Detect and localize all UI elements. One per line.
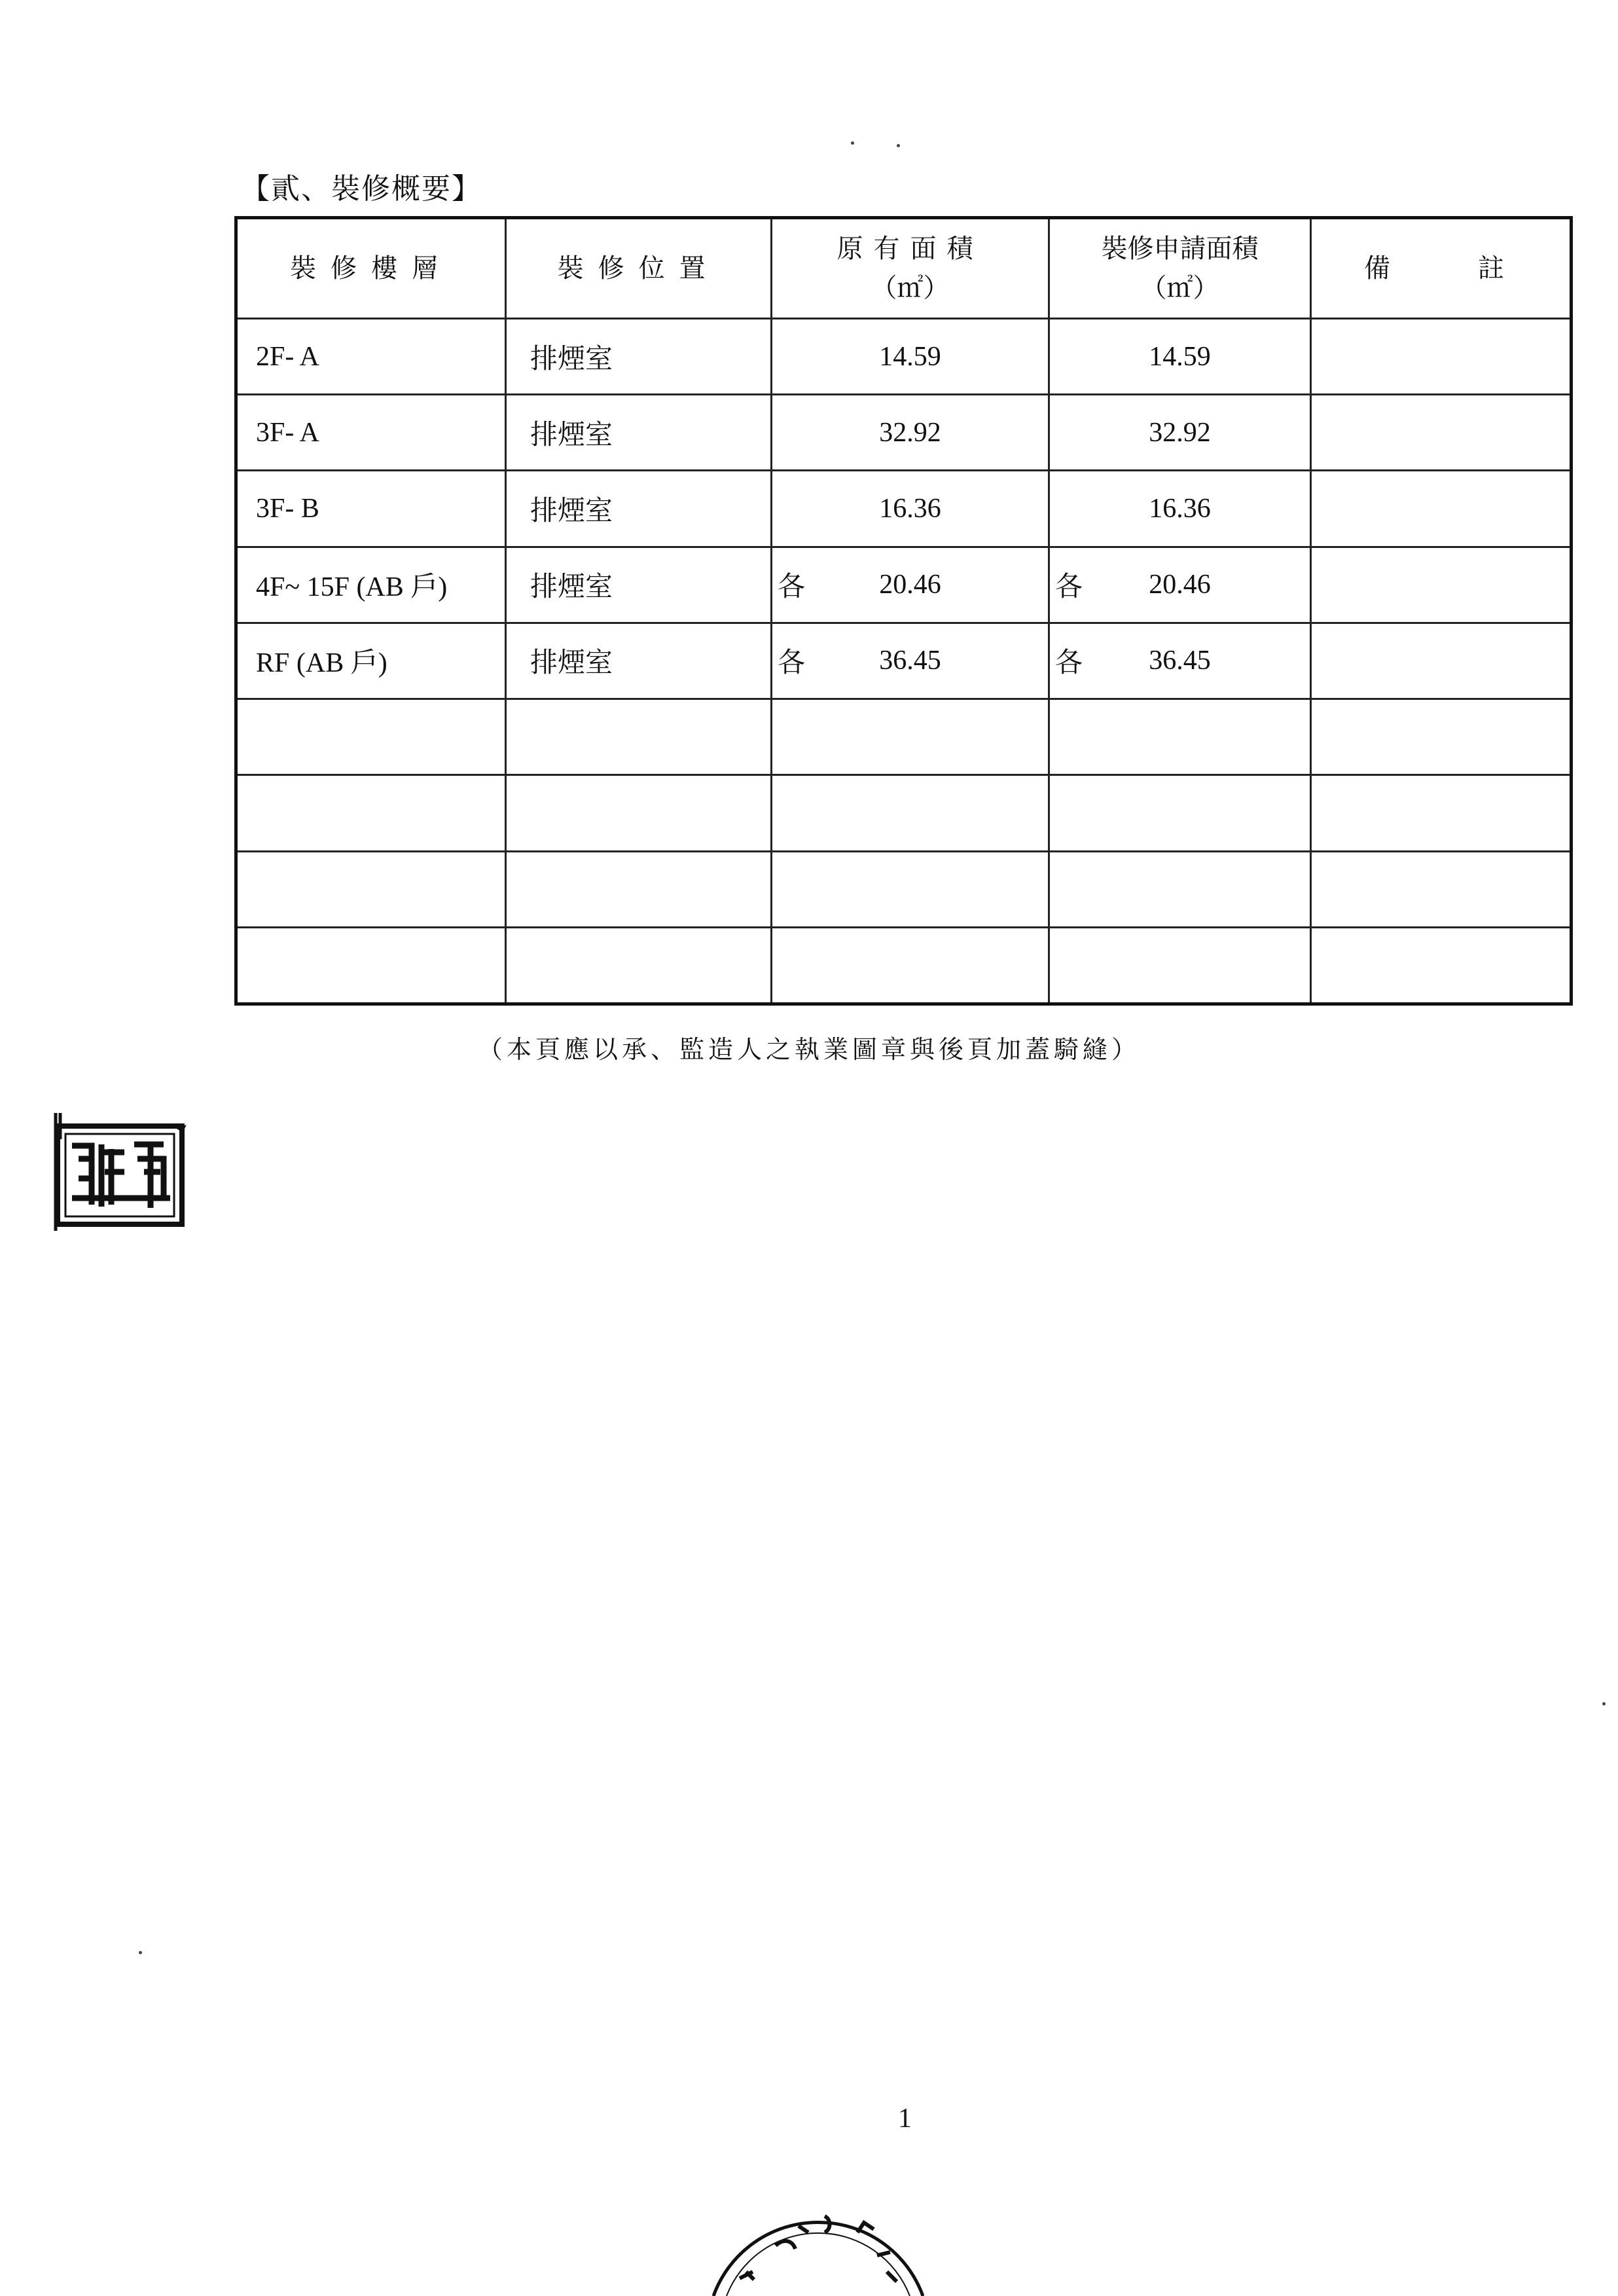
original-area-cell bbox=[772, 547, 1049, 623]
page-number: 1 bbox=[898, 2104, 912, 2134]
location-cell bbox=[506, 927, 772, 1004]
remarks-cell bbox=[1311, 927, 1572, 1004]
area-value: 32.92 bbox=[1149, 417, 1211, 448]
applied-area-cell bbox=[1049, 775, 1311, 851]
floor-cell: 3F- A bbox=[236, 395, 506, 471]
floor-cell bbox=[236, 699, 506, 775]
table-row bbox=[236, 851, 1572, 927]
location-cell: 排煙室 bbox=[506, 623, 772, 699]
table-row bbox=[236, 699, 1572, 775]
each-prefix: 各 bbox=[778, 646, 806, 679]
remarks-cell bbox=[1311, 623, 1572, 699]
remarks-cell bbox=[1311, 851, 1572, 927]
location-cell bbox=[506, 851, 772, 927]
remarks-cell bbox=[1311, 547, 1572, 623]
original-area-cell bbox=[772, 319, 1049, 395]
table-row bbox=[236, 395, 1572, 471]
remarks-cell bbox=[1311, 395, 1572, 471]
location-cell bbox=[506, 775, 772, 851]
header-remarks: 備 註 bbox=[1311, 218, 1572, 319]
location-cell bbox=[506, 699, 772, 775]
remarks-cell bbox=[1311, 775, 1572, 851]
original-area-cell bbox=[772, 775, 1049, 851]
location-cell: 排煙室 bbox=[506, 471, 772, 547]
seal-instruction-note: （本頁應以承、監造人之執業圖章與後頁加蓋騎縫） bbox=[477, 1035, 1140, 1064]
header-original-area: 原有面積 （㎡） bbox=[772, 218, 1049, 319]
original-area-cell bbox=[772, 851, 1049, 927]
original-area-cell bbox=[772, 623, 1049, 699]
original-area-cell bbox=[772, 395, 1049, 471]
applied-area-cell bbox=[1049, 395, 1311, 471]
applied-area-cell bbox=[1049, 699, 1311, 775]
table-row bbox=[236, 927, 1572, 1004]
applied-area-cell bbox=[1049, 851, 1311, 927]
floor-cell: 4F~ 15F (AB 戶) bbox=[236, 547, 506, 623]
table-row bbox=[236, 547, 1572, 623]
original-area-unit: （㎡） bbox=[871, 273, 950, 303]
each-prefix: 各 bbox=[778, 570, 806, 603]
floor-cell bbox=[236, 851, 506, 927]
location-cell: 排煙室 bbox=[506, 319, 772, 395]
header-location: 裝修位置 bbox=[506, 218, 772, 319]
floor-cell bbox=[236, 775, 506, 851]
remarks-cell bbox=[1311, 471, 1572, 547]
floor-cell: 3F- B bbox=[236, 471, 506, 547]
original-area-cell bbox=[772, 927, 1049, 1004]
applied-area-cell bbox=[1049, 623, 1311, 699]
architect-seal-image bbox=[52, 1087, 190, 1264]
remarks-cell bbox=[1311, 699, 1572, 775]
applied-area-cell bbox=[1049, 547, 1311, 623]
location-cell: 排煙室 bbox=[506, 547, 772, 623]
applied-area-cell bbox=[1049, 927, 1311, 1004]
location-cell: 排煙室 bbox=[506, 395, 772, 471]
area-value: 20.46 bbox=[1149, 570, 1211, 600]
applied-area-unit: （㎡） bbox=[1140, 273, 1219, 303]
floor-cell: 2F- A bbox=[236, 319, 506, 395]
floor-cell: RF (AB 戶) bbox=[236, 623, 506, 699]
each-prefix: 各 bbox=[1055, 646, 1083, 679]
floor-cell bbox=[236, 927, 506, 1004]
each-prefix: 各 bbox=[1055, 570, 1083, 603]
table-row bbox=[236, 775, 1572, 851]
area-value: 16.36 bbox=[1149, 494, 1211, 524]
area-value: 36.45 bbox=[1149, 646, 1211, 676]
area-value: 32.92 bbox=[879, 417, 941, 448]
table-header-row bbox=[236, 218, 1572, 319]
table-row bbox=[236, 471, 1572, 547]
section-title: 【貳、裝修概要】 bbox=[241, 172, 482, 206]
table-row bbox=[236, 623, 1572, 699]
remarks-cell bbox=[1311, 319, 1572, 395]
area-value: 16.36 bbox=[879, 494, 941, 524]
area-value: 36.45 bbox=[879, 646, 941, 676]
original-area-cell bbox=[772, 699, 1049, 775]
header-floor: 裝修樓層 bbox=[236, 218, 506, 319]
original-area-cell bbox=[772, 471, 1049, 547]
applied-area-cell bbox=[1049, 319, 1311, 395]
official-seal-image bbox=[700, 2141, 936, 2296]
area-value: 14.59 bbox=[879, 341, 941, 372]
area-value: 20.46 bbox=[879, 570, 941, 600]
table-row bbox=[236, 319, 1572, 395]
area-value: 14.59 bbox=[1149, 341, 1211, 372]
header-applied-area: 裝修申請面積 （㎡） bbox=[1049, 218, 1311, 319]
renovation-summary-table bbox=[234, 216, 1573, 1006]
applied-area-cell bbox=[1049, 471, 1311, 547]
